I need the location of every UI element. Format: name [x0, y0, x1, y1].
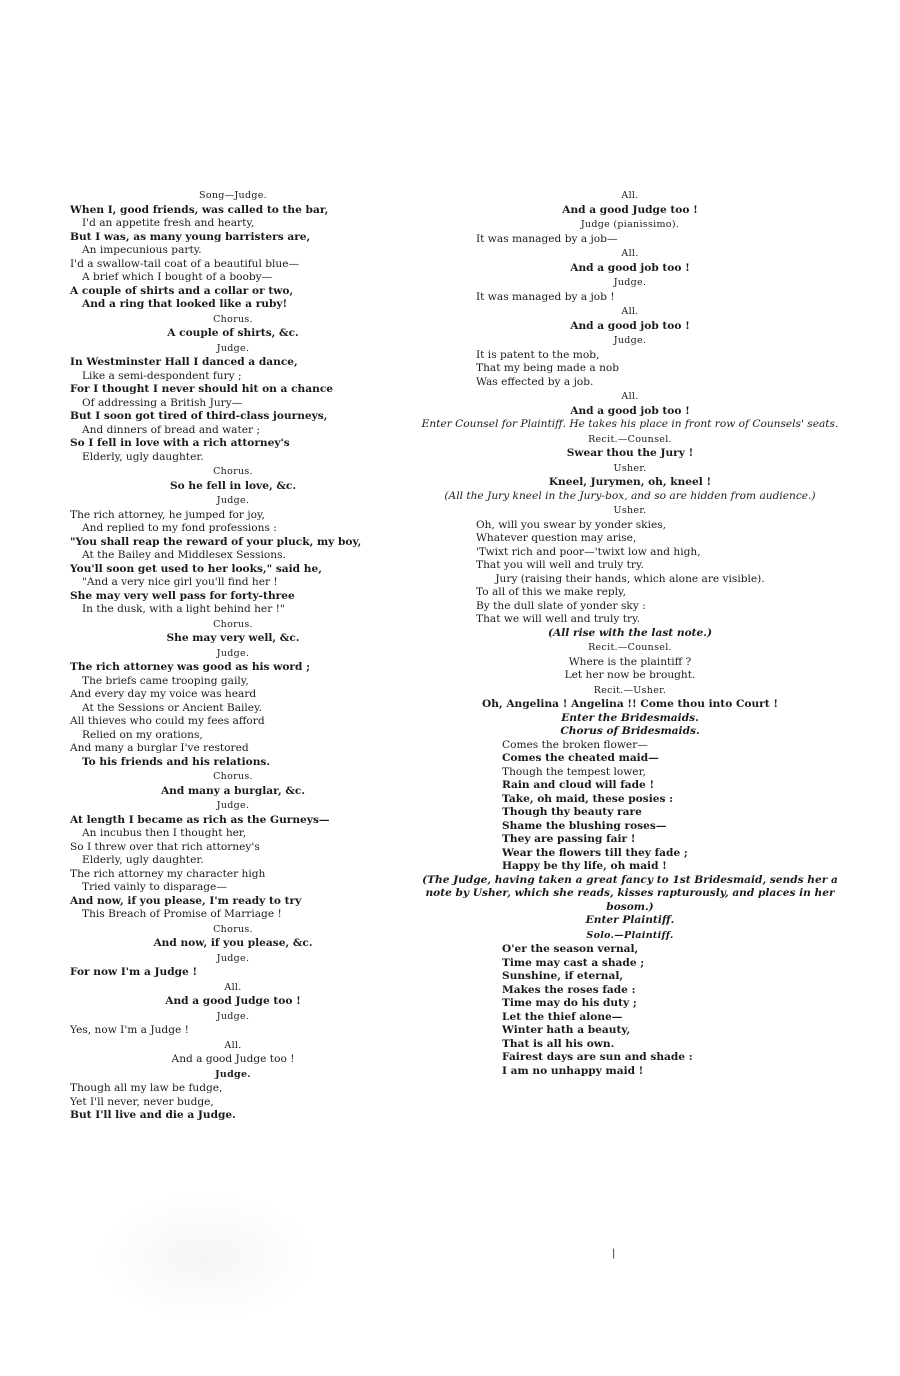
speaker-heading: Recit.—Counsel. — [588, 642, 672, 653]
speaker-heading: Judge (pianissimo). — [580, 219, 680, 230]
verse-line: All thieves who could my fees afford — [70, 715, 265, 727]
verse-line: But I soon got tired of third-class journeys, — [70, 410, 328, 422]
verse-line: A couple of shirts, &c. — [167, 327, 299, 339]
verse-line: Comes the broken flower— — [502, 738, 648, 751]
verse-line: That my being made a nob — [476, 362, 620, 374]
verse-line: "And a very nice girl you'll find her ! — [82, 576, 278, 588]
verse-line: For I thought I never should hit on a chance — [70, 383, 334, 395]
verse-line: Though all my law be fudge, — [70, 1082, 223, 1094]
verse-line: That you will well and truly try. — [476, 559, 644, 571]
verse-line: The briefs came trooping gaily, — [82, 674, 249, 687]
verse-line: So I threw over that rich attorney's — [70, 840, 260, 853]
verse-line: She may very well, &c. — [166, 632, 300, 644]
verse-line: You'll soon get used to her looks," said he, — [70, 562, 322, 575]
verse-line: Swear thou the Jury ! — [566, 447, 694, 459]
verse-line: Chorus of Bridesmaids. — [560, 725, 700, 737]
verse-line: So I fell in love with a rich attorney's — [70, 437, 290, 449]
speaker-heading: Judge. — [613, 335, 647, 346]
verse-line: And many a burglar I've restored — [70, 742, 249, 754]
paper-speckle — [96, 1192, 316, 1322]
verse-line: An impecunious party. — [82, 244, 202, 256]
speaker-heading: Recit.—Usher. — [593, 684, 667, 696]
verse-line: To his friends and his relations. — [82, 755, 271, 768]
verse-line: Happy be thy life, oh maid ! — [502, 860, 667, 872]
verse-line: Time may do his duty ; — [502, 997, 637, 1009]
stage-direction: (The Judge, having taken a great fancy to 1st Bridesmaid, sends her a note by Usher, which she reads, kisses rapturously, and places in her bosom.) — [422, 873, 838, 913]
speaker-heading: Judge. — [613, 277, 647, 288]
verse-line: (All rise with the last note.) — [548, 626, 712, 639]
speaker-heading: All. — [621, 190, 639, 201]
verse-line: Oh, will you swear by yonder skies, — [476, 518, 667, 531]
speaker-heading: Chorus. — [213, 923, 253, 935]
verse-line: Of addressing a British Jury— — [82, 396, 243, 409]
speaker-heading: Solo.—Plaintiff. — [586, 929, 674, 941]
verse-line: I'd a swallow-tail coat of a beautiful blue— — [70, 257, 300, 270]
verse-line: And a good job too ! — [570, 404, 690, 417]
verse-line: O'er the season vernal, — [502, 943, 639, 955]
verse-line: Makes the roses fade : — [502, 983, 636, 996]
verse-line: But I was, as many young barristers are, — [70, 230, 311, 243]
verse-line: This Breach of Promise of Marriage ! — [82, 908, 282, 920]
speaker-heading: Judge. — [216, 1010, 250, 1022]
verse-line: Shame the blushing roses— — [502, 819, 667, 832]
verse-line: Though the tempest lower, — [502, 765, 646, 778]
verse-line: She may very well pass for forty-three — [70, 589, 295, 602]
verse-line: Enter Plaintiff. — [585, 914, 675, 926]
speaker-heading: Chorus. — [213, 771, 253, 782]
stage-direction: (All the Jury kneel in the Jury-box, and so are hidden from audience.) — [444, 489, 816, 502]
verse-line: To all of this we make reply, — [476, 586, 626, 598]
verse-line: Yes, now I'm a Judge ! — [70, 1024, 189, 1036]
verse-line: And a good Judge too ! — [171, 1053, 295, 1065]
verse-line: Let her now be brought. — [564, 669, 696, 681]
verse-line: For now I'm a Judge ! — [70, 966, 198, 978]
speaker-heading: Judge. — [216, 342, 250, 354]
speaker-heading: Usher. — [613, 505, 647, 516]
verse-line: It is patent to the mob, — [476, 348, 600, 361]
verse-line: A brief which I bought of a booby— — [82, 271, 273, 283]
verse-line: That is all his own. — [502, 1037, 615, 1050]
speaker-heading: Judge. — [216, 800, 250, 811]
verse-line: And a ring that looked like a ruby! — [82, 298, 288, 310]
verse-line: They are passing fair ! — [502, 833, 636, 845]
verse-line: 'Twixt rich and poor—'twixt low and high, — [476, 545, 701, 558]
verse-line: And a good Judge too ! — [562, 203, 698, 216]
verse-line: I'd an appetite fresh and hearty, — [82, 217, 255, 229]
speaker-heading: All. — [224, 981, 242, 993]
page-mark: | — [612, 1248, 616, 1259]
verse-line: In the dusk, with a light behind her !" — [82, 603, 285, 615]
verse-line: Kneel, Jurymen, oh, kneel ! — [548, 476, 712, 488]
verse-line: Where is the plaintiff ? — [568, 655, 692, 668]
speaker-heading: Judge. — [216, 647, 250, 659]
verse-line: Tried vainly to disparage— — [82, 881, 227, 893]
verse-line: At the Bailey and Middlesex Sessions. — [82, 549, 286, 561]
verse-line: At length I became as rich as the Gurneys— — [70, 813, 330, 826]
speaker-heading: Chorus. — [213, 466, 253, 477]
verse-line: And now, if you please, I'm ready to try — [70, 894, 302, 907]
speaker-heading: Judge. — [215, 1068, 251, 1080]
left-column — [68, 188, 398, 1123]
right-column — [420, 188, 840, 1078]
verse-line: By the dull slate of yonder sky : — [476, 599, 646, 612]
verse-line: And a good job too ! — [570, 261, 690, 274]
verse-line: The rich attorney my character high — [70, 867, 266, 880]
verse-line: Fairest days are sun and shade : — [502, 1051, 693, 1063]
verse-line: Elderly, ugly daughter. — [82, 450, 204, 463]
speaker-heading: All. — [224, 1039, 242, 1051]
verse-line: Yet I'll never, never budge, — [70, 1095, 214, 1108]
verse-line: Jury (raising their hands, which alone are visible). — [495, 572, 765, 585]
verse-line: Enter the Bridesmaids. — [561, 711, 699, 724]
verse-line: When I, good friends, was called to the bar, — [70, 203, 329, 216]
verse-line: An incubus then I thought her, — [82, 827, 247, 839]
verse-line: Sunshine, if eternal, — [502, 970, 624, 982]
verse-line: But I'll live and die a Judge. — [70, 1109, 236, 1121]
verse-line: In Westminster Hall I danced a dance, — [70, 356, 298, 368]
verse-line: It was managed by a job— — [476, 232, 618, 245]
verse-line: I am no unhappy maid ! — [502, 1064, 644, 1077]
verse-line: Winter hath a beauty, — [502, 1024, 631, 1036]
verse-line: "You shall reap the reward of your pluck, my boy, — [70, 535, 362, 548]
verse-line: Was effected by a job. — [476, 375, 594, 388]
verse-line: And replied to my fond professions : — [82, 522, 277, 534]
verse-line: And many a burglar, &c. — [160, 784, 306, 797]
stage-direction: Enter Counsel for Plaintiff. He takes his place in front row of Counsels' seats. — [421, 418, 839, 430]
verse-line: And dinners of bread and water ; — [82, 423, 261, 436]
verse-line: Relied on my orations, — [82, 728, 203, 741]
verse-line: And a good Judge too ! — [165, 995, 301, 1007]
verse-line: It was managed by a job ! — [476, 290, 615, 303]
verse-line: Rain and cloud will fade ! — [502, 779, 655, 791]
speaker-heading: All. — [621, 391, 639, 402]
verse-line: So he fell in love, &c. — [169, 479, 297, 492]
verse-line: Like a semi-despondent fury ; — [82, 369, 242, 382]
verse-line: The rich attorney, he jumped for joy, — [70, 508, 265, 521]
verse-line: And now, if you please, &c. — [153, 937, 313, 949]
speaker-heading: Chorus. — [213, 618, 253, 630]
verse-line: And a good job too ! — [570, 319, 690, 332]
verse-line: Whatever question may arise, — [476, 532, 637, 544]
verse-line: And every day my voice was heard — [70, 688, 257, 700]
verse-line: The rich attorney was good as his word ; — [70, 661, 310, 673]
verse-line: A couple of shirts and a collar or two, — [70, 284, 294, 297]
verse-line: Though thy beauty rare — [502, 806, 642, 818]
speaker-heading: Judge. — [216, 952, 250, 964]
speaker-heading: Chorus. — [213, 313, 253, 325]
speaker-heading: Usher. — [613, 462, 647, 474]
verse-line: Elderly, ugly daughter. — [82, 854, 204, 866]
speaker-heading: All. — [621, 248, 639, 259]
verse-line: Time may cast a shade ; — [502, 956, 645, 969]
verse-line: Let the thief alone— — [502, 1010, 623, 1023]
speaker-heading: Judge. — [216, 495, 250, 506]
verse-line: At the Sessions or Ancient Bailey. — [82, 701, 263, 714]
verse-line: Comes the cheated maid— — [502, 752, 659, 764]
speaker-heading: Recit.—Counsel. — [588, 433, 672, 445]
speaker-heading: Song—Judge. — [199, 190, 267, 201]
verse-line: Take, oh maid, these posies : — [502, 792, 674, 805]
speaker-heading: All. — [621, 306, 639, 317]
verse-line: That we will well and truly try. — [476, 613, 641, 625]
verse-line: Oh, Angelina ! Angelina !! Come thou into Court ! — [482, 698, 778, 710]
verse-line: Wear the flowers till they fade ; — [502, 846, 688, 859]
